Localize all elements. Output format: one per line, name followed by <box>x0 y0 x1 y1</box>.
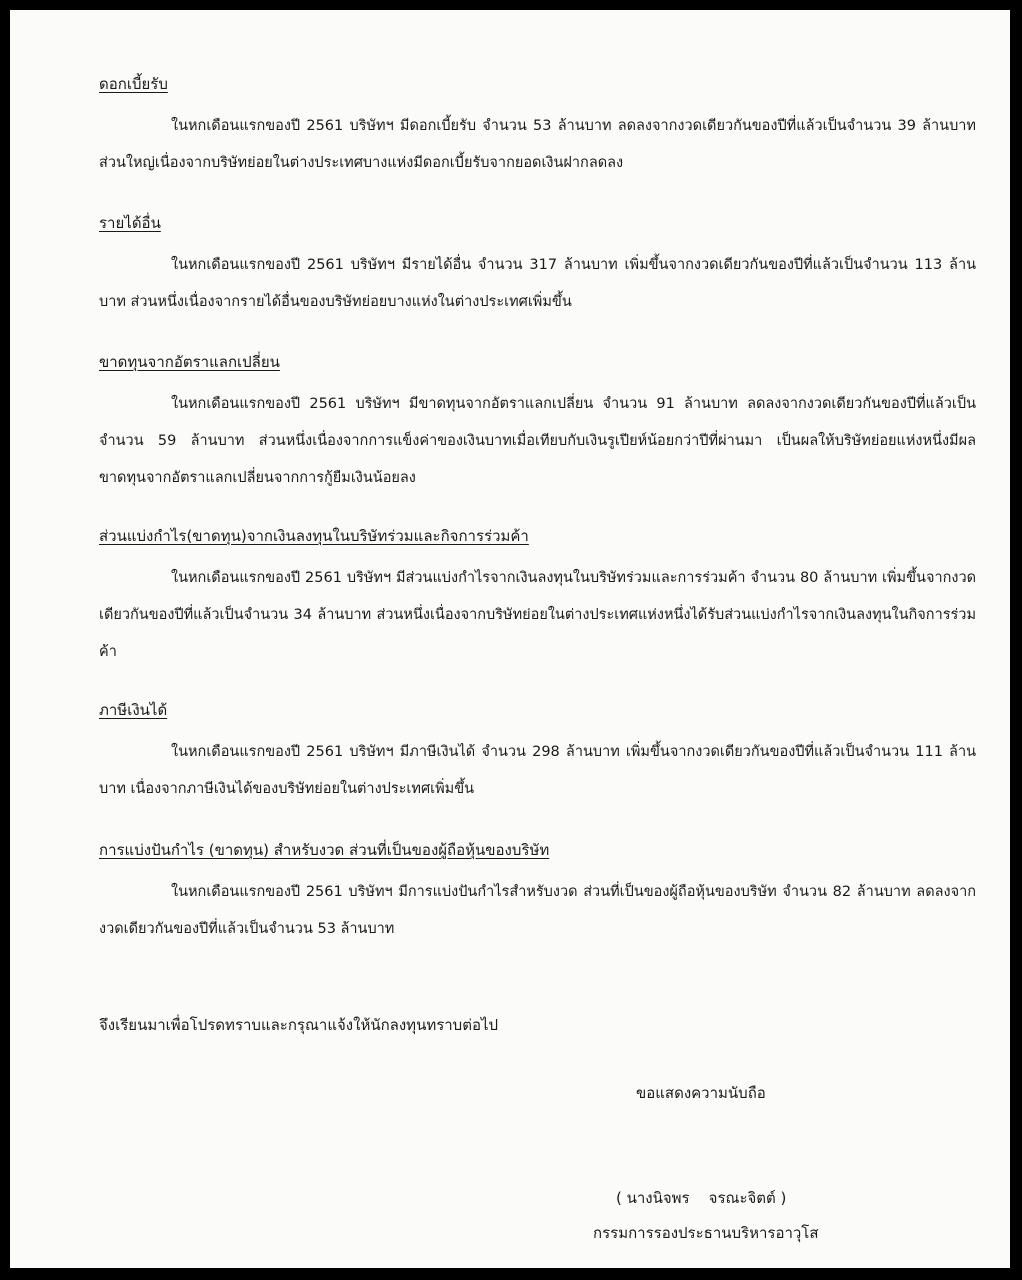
section-paragraph: ในหกเดือนแรกของปี 2561 บริษัทฯ มีภาษีเงินได้ จำนวน 298 ล้านบาท เพิ่มขึ้นจากงวดเดียวกันของปีที่แล้วเป็นจำนวน 111 ล้านบาท เนื่องจากภาษีเงินได้ของบริษัทย่อยในต่างประเทศเพิ่มขึ้น <box>99 744 976 797</box>
section-paragraph: ในหกเดือนแรกของปี 2561 บริษัทฯ มีการแบ่งปันกำไรสำหรับงวด ส่วนที่เป็นของผู้ถือหุ้นของบริษัท จำนวน 82 ล้านบาท ลดลงจากงวดเดียวกันของปีที่แล้วเป็นจำนวน 53 ล้านบาท <box>99 884 976 937</box>
section-heading: ดอกเบี้ยรับ <box>99 75 168 93</box>
section-exchange-loss <box>99 352 976 497</box>
section-interest-income <box>99 74 976 182</box>
section-heading: รายได้อื่น <box>99 214 161 232</box>
section-paragraph: ในหกเดือนแรกของปี 2561 บริษัทฯ มีดอกเบี้ยรับ จำนวน 53 ล้านบาท ลดลงจากงวดเดียวกันของปีที่แล้วเป็นจำนวน 39 ล้านบาท ส่วนใหญ่เนื่องจากบริษัทย่อยในต่างประเทศบางแห่งมีดอกเบี้ยรับจากยอดเงินฝากลดลง <box>99 118 976 171</box>
signatory-title: กรรมการรองประธานบริหารอาวุโส <box>593 1224 819 1242</box>
section-paragraph: ในหกเดือนแรกของปี 2561 บริษัทฯ มีรายได้อื่น จำนวน 317 ล้านบาท เพิ่มขึ้นจากงวดเดียวกันของปีที่แล้วเป็นจำนวน 113 ล้านบาท ส่วนหนึ่งเนื่องจากรายได้อื่นของบริษัทย่อยบางแห่งในต่างประเทศเพิ่มขึ้น <box>99 257 976 310</box>
section-heading: การแบ่งปันกำไร (ขาดทุน) สำหรับงวด ส่วนที่เป็นของผู้ถือหุ้นของบริษัท <box>99 841 550 859</box>
section-profit-attributable <box>99 840 976 948</box>
signatory-name: ( นางนิจพร จรณะจิตต์ ) <box>616 1189 787 1207</box>
section-paragraph: ในหกเดือนแรกของปี 2561 บริษัทฯ มีส่วนแบ่งกำไรจากเงินลงทุนในบริษัทร่วมและการร่วมค้า จำนวน 80 ล้านบาท เพิ่มขึ้นจากงวดเดียวกันของปีที่แล้วเป็นจำนวน 34 ล้านบาท ส่วนหนึ่งเนื่องจากบริษัทย่อยในต่างประเทศแห่งหนึ่งได้รับส่วนแบ่งกำไรจากเงินลงทุนในกิจการร่วมค้า <box>99 570 976 660</box>
regards: ขอแสดงความนับถือ <box>636 1084 766 1102</box>
section-heading: ส่วนแบ่งกำไร(ขาดทุน)จากเงินลงทุนในบริษัทร่วมและกิจการร่วมค้า <box>99 527 529 545</box>
section-other-income <box>99 213 976 321</box>
closing-sentence: จึงเรียนมาเพื่อโปรดทราบและกรุณาแจ้งให้นักลงทุนทราบต่อไป <box>99 1016 499 1034</box>
document-page <box>10 10 1010 1268</box>
section-income-tax <box>99 700 976 808</box>
section-heading: ภาษีเงินได้ <box>99 701 168 719</box>
section-paragraph: ในหกเดือนแรกของปี 2561 บริษัทฯ มีขาดทุนจากอัตราแลกเปลี่ยน จำนวน 91 ล้านบาท ลดลงจากงวดเดียวกันของปีที่แล้วเป็นจำนวน 59 ล้านบาท ส่วนหนึ่งเนื่องจากการแข็งค่าของเงินบาทเมื่อเทียบกับเงินรูเปียห์น้อยกว่าปีที่ผ่านมา เป็นผลให้บริษัทย่อยแห่งหนึ่งมีผลขาดทุนจากอัตราแลกเปลี่ยนจากการกู้ยืมเงินน้อยลง <box>99 396 976 486</box>
section-heading: ขาดทุนจากอัตราแลกเปลี่ยน <box>99 353 280 371</box>
section-share-of-profit <box>99 526 976 671</box>
